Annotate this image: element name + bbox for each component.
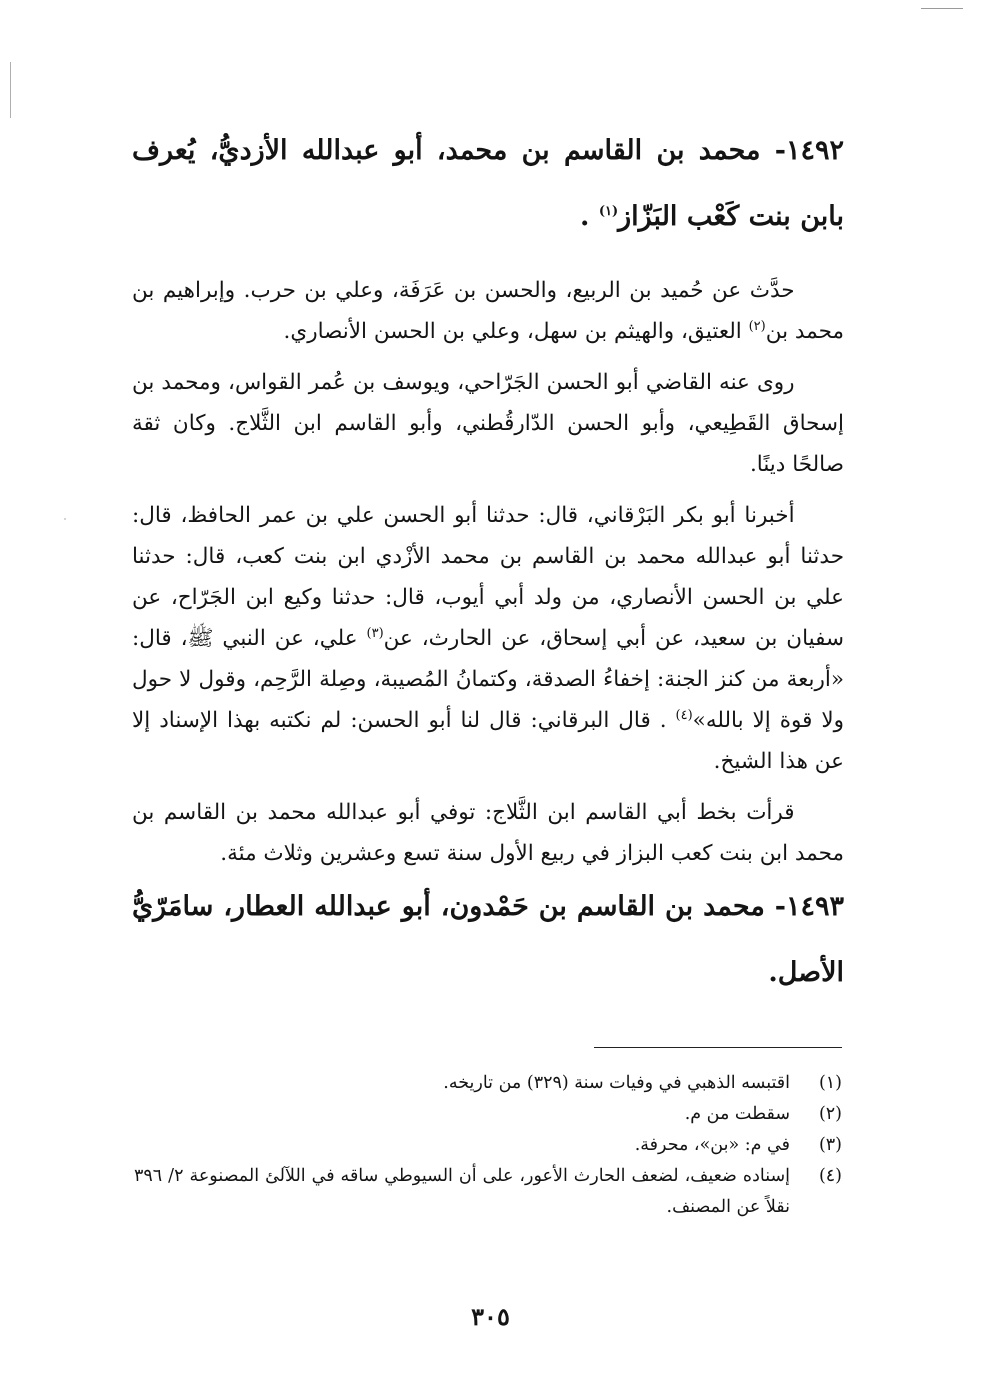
footnote-number: (٢) xyxy=(818,1104,842,1124)
teachers-text-a: حدَّث عن حُميد بن الربيع، والحسن بن عَرَفَة، وعلي بن حرب. وإبراهيم بن محمد بن xyxy=(132,278,844,344)
footnote-ref-4[interactable]: (٤) xyxy=(675,707,693,723)
footnote-text: في م: «بن»، محرفة. xyxy=(634,1135,790,1155)
teachers-text-b: العتيق، والهيثم بن سهل، وعلي بن الحسن الأنصاري. xyxy=(283,319,749,344)
spacer xyxy=(132,256,844,270)
students-paragraph: روى عنه القاضي أبو الحسن الجَرّاحي، ويوسف بن عُمر القواس، ومحمد بن إسحاق القَطِيعي، وأبو الحسن الدّارقُطني، وأبو القاسم ابن الثَّلاج. وكان ثقة صالحًا دينًا. xyxy=(132,370,844,477)
footnote-ref-3[interactable]: (٣) xyxy=(366,625,384,641)
footnote-number: (١) xyxy=(818,1073,842,1093)
scan-margin-mark xyxy=(10,62,11,118)
footnote-text: اقتبسه الذهبي في وفيات سنة (٣٢٩) من تاريخه. xyxy=(443,1073,790,1093)
entry-1492-heading-end: . xyxy=(580,201,599,232)
spacer xyxy=(132,782,844,792)
footnote-text: إسناده ضعيف، لضعف الحارث الأعور، على أن السيوطي ساقه في اللآلئ المصنوعة ٢/ ٣٩٦ نقلاً عن المصنف. xyxy=(134,1166,790,1217)
entry-1492-heading-text: ١٤٩٢- محمد بن القاسم بن محمد، أبو عبدالله الأزديُّ، يُعرف بابن بنت كَعْب البَزّاز xyxy=(132,135,844,232)
footnote-number: (٤) xyxy=(818,1166,842,1186)
footnote-text: سقطت من م. xyxy=(684,1104,790,1124)
top-edge-line xyxy=(921,8,963,9)
spacer xyxy=(132,352,844,362)
footnote-number: (٣) xyxy=(818,1135,842,1155)
footnote-4 xyxy=(134,1161,842,1223)
footnote-ref-2[interactable]: (٢) xyxy=(748,318,766,334)
hadith-text-b: علي، عن النبي ﷺ، قال: «أربعة من كنز الجنة: إخفاءُ الصدقة، وكتمانُ المُصيبة، وصِلة الرَّحِم، وقول لا حول ولا قوة إلا بالله» xyxy=(132,626,844,733)
footnotes xyxy=(134,1068,842,1223)
footnote-3 xyxy=(134,1130,842,1161)
footnote-ref-1[interactable]: (١) xyxy=(598,204,619,219)
hadith-paragraph xyxy=(132,495,844,782)
footnote-1 xyxy=(134,1068,842,1099)
main-text xyxy=(132,118,844,1012)
footnote-2 xyxy=(134,1099,842,1130)
teachers-paragraph xyxy=(132,270,844,352)
hadith-text-c: . قال البرقاني: قال لنا أبو الحسن: لم نكتبه بهذا الإسناد إلا عن هذا الشيخ. xyxy=(132,708,844,774)
hadith-text-a: أخبرنا أبو بكر البَرْقاني، قال: حدثنا أبو الحسن علي بن عمر الحافظ، قال: حدثنا أبو عبدالله محمد بن القاسم بن محمد الأزْدي ابن بنت كعب، قال: حدثنا علي بن الحسن الأنصاري، من ولد أبي أيوب، قال: حدثنا وكيع ابن الجَرّاح، عن سفيان بن سعيد، عن أبي إسحاق، عن الحارث، عن xyxy=(132,503,845,651)
death-paragraph: قرأت بخط أبي القاسم ابن الثَّلاج: توفي أبو عبدالله محمد بن القاسم بن محمد ابن بنت كعب البزاز في ربيع الأول سنة تسع وعشرين وثلاث مئة. xyxy=(132,800,844,866)
entry-1492-heading xyxy=(132,118,844,250)
footnote-separator xyxy=(594,1047,842,1048)
page-number: ٣٠٥ xyxy=(471,1302,510,1331)
spacer xyxy=(132,485,844,495)
entry-1493-heading: ١٤٩٣- محمد بن القاسم بن حَمْدون، أبو عبدالله العطار، سامَرّيُّ الأصل. xyxy=(132,891,844,988)
scan-speck xyxy=(64,518,66,520)
